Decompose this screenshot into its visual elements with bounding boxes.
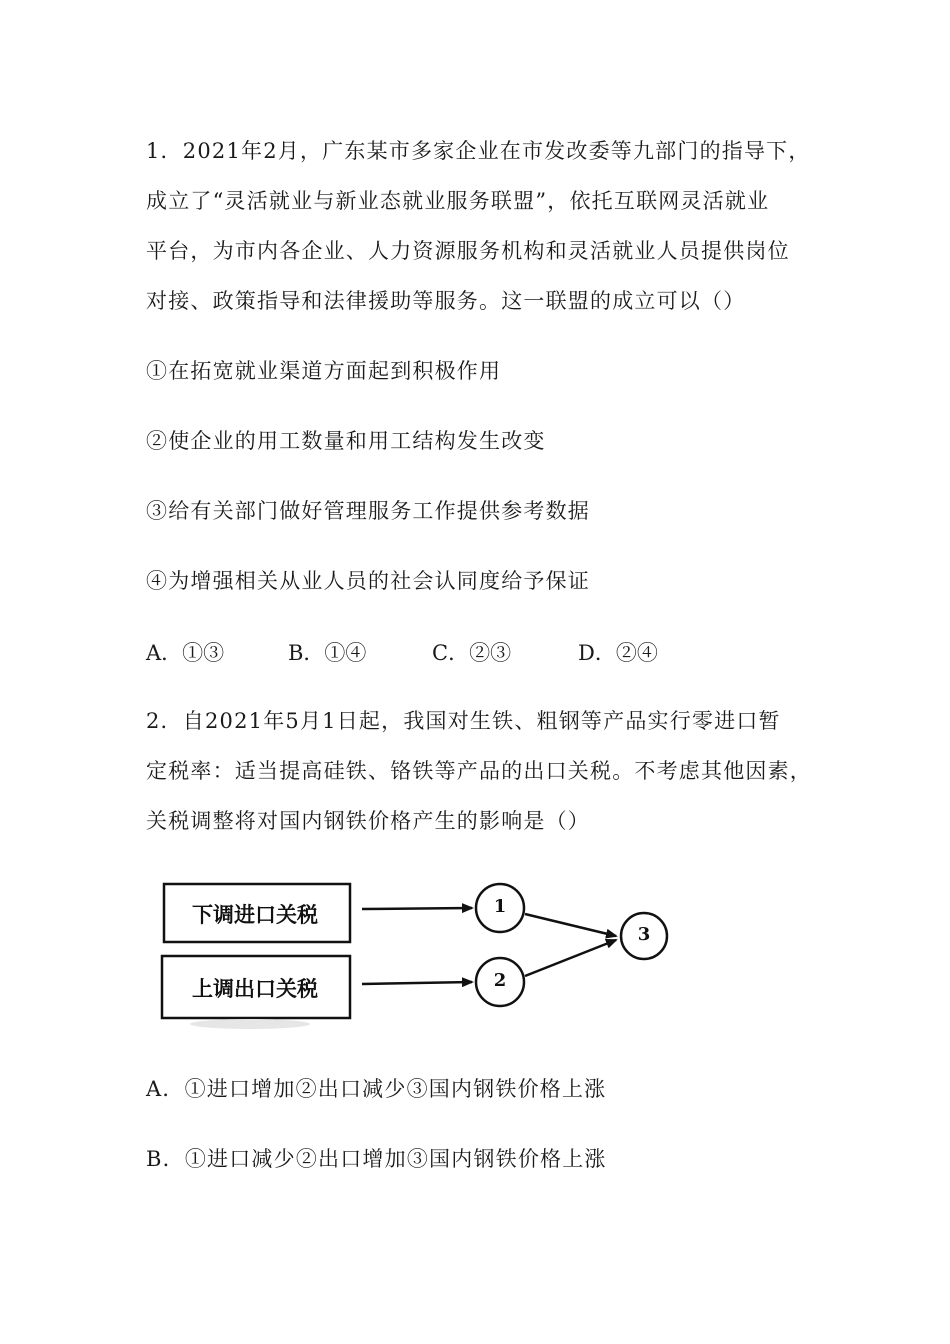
q1-stem-line-1: 1．2021年2月，广东某市多家企业在市发改委等九部门的指导下， xyxy=(146,139,811,163)
q1-stem-line-3: 平台，为市内各企业、人力资源服务机构和灵活就业人员提供岗位 xyxy=(146,239,790,263)
q1-statement-4: ④为增强相关从业人员的社会认同度给予保证 xyxy=(146,569,590,593)
tariff-flow-svg xyxy=(150,872,680,1032)
arrow-box1-to-node1 xyxy=(362,908,472,909)
q2-option-a[interactable]: A．①进口增加②出口减少③国内钢铁价格上涨 xyxy=(146,1077,607,1101)
box-import-tariff-label: 下调进口关税 xyxy=(192,903,318,927)
tariff-flow-diagram xyxy=(150,872,680,1032)
q2-stem-line-3: 关税调整将对国内钢铁价格产生的影响是（） xyxy=(146,809,590,833)
q2-stem-line-2: 定税率：适当提高硅铁、铬铁等产品的出口关税。不考虑其他因素， xyxy=(146,759,812,783)
q1-option-a[interactable]: A．①③ xyxy=(146,641,225,665)
q1-option-c[interactable]: C．②③ xyxy=(432,641,512,665)
node-1-label: 1 xyxy=(493,896,507,917)
node-3-label: 3 xyxy=(637,924,651,945)
arrow-box2-to-node2 xyxy=(362,982,472,984)
q1-statement-3: ③给有关部门做好管理服务工作提供参考数据 xyxy=(146,499,590,523)
q1-statement-2: ②使企业的用工数量和用工结构发生改变 xyxy=(146,429,546,453)
q1-option-d[interactable]: D．②④ xyxy=(578,641,658,665)
q1-statement-1: ①在拓宽就业渠道方面起到积极作用 xyxy=(146,359,502,383)
q1-option-b[interactable]: B．①④ xyxy=(288,641,367,665)
q1-options xyxy=(146,638,846,668)
scan-smudge xyxy=(190,1019,310,1029)
node-2-label: 2 xyxy=(493,970,507,991)
q2-stem-line-1: 2．自2021年5月1日起，我国对生铁、粗钢等产品实行零进口暂 xyxy=(146,709,781,733)
arrow-node2-to-node3 xyxy=(525,940,616,976)
box-export-tariff-label: 上调出口关税 xyxy=(192,977,318,1001)
q1-stem-line-2: 成立了“灵活就业与新业态就业服务联盟”，依托互联网灵活就业 xyxy=(146,189,770,213)
q1-stem-line-4: 对接、政策指导和法律援助等服务。这一联盟的成立可以（） xyxy=(146,289,746,313)
q2-option-b[interactable]: B．①进口减少②出口增加③国内钢铁价格上涨 xyxy=(146,1147,607,1171)
arrow-node1-to-node3 xyxy=(525,914,616,936)
